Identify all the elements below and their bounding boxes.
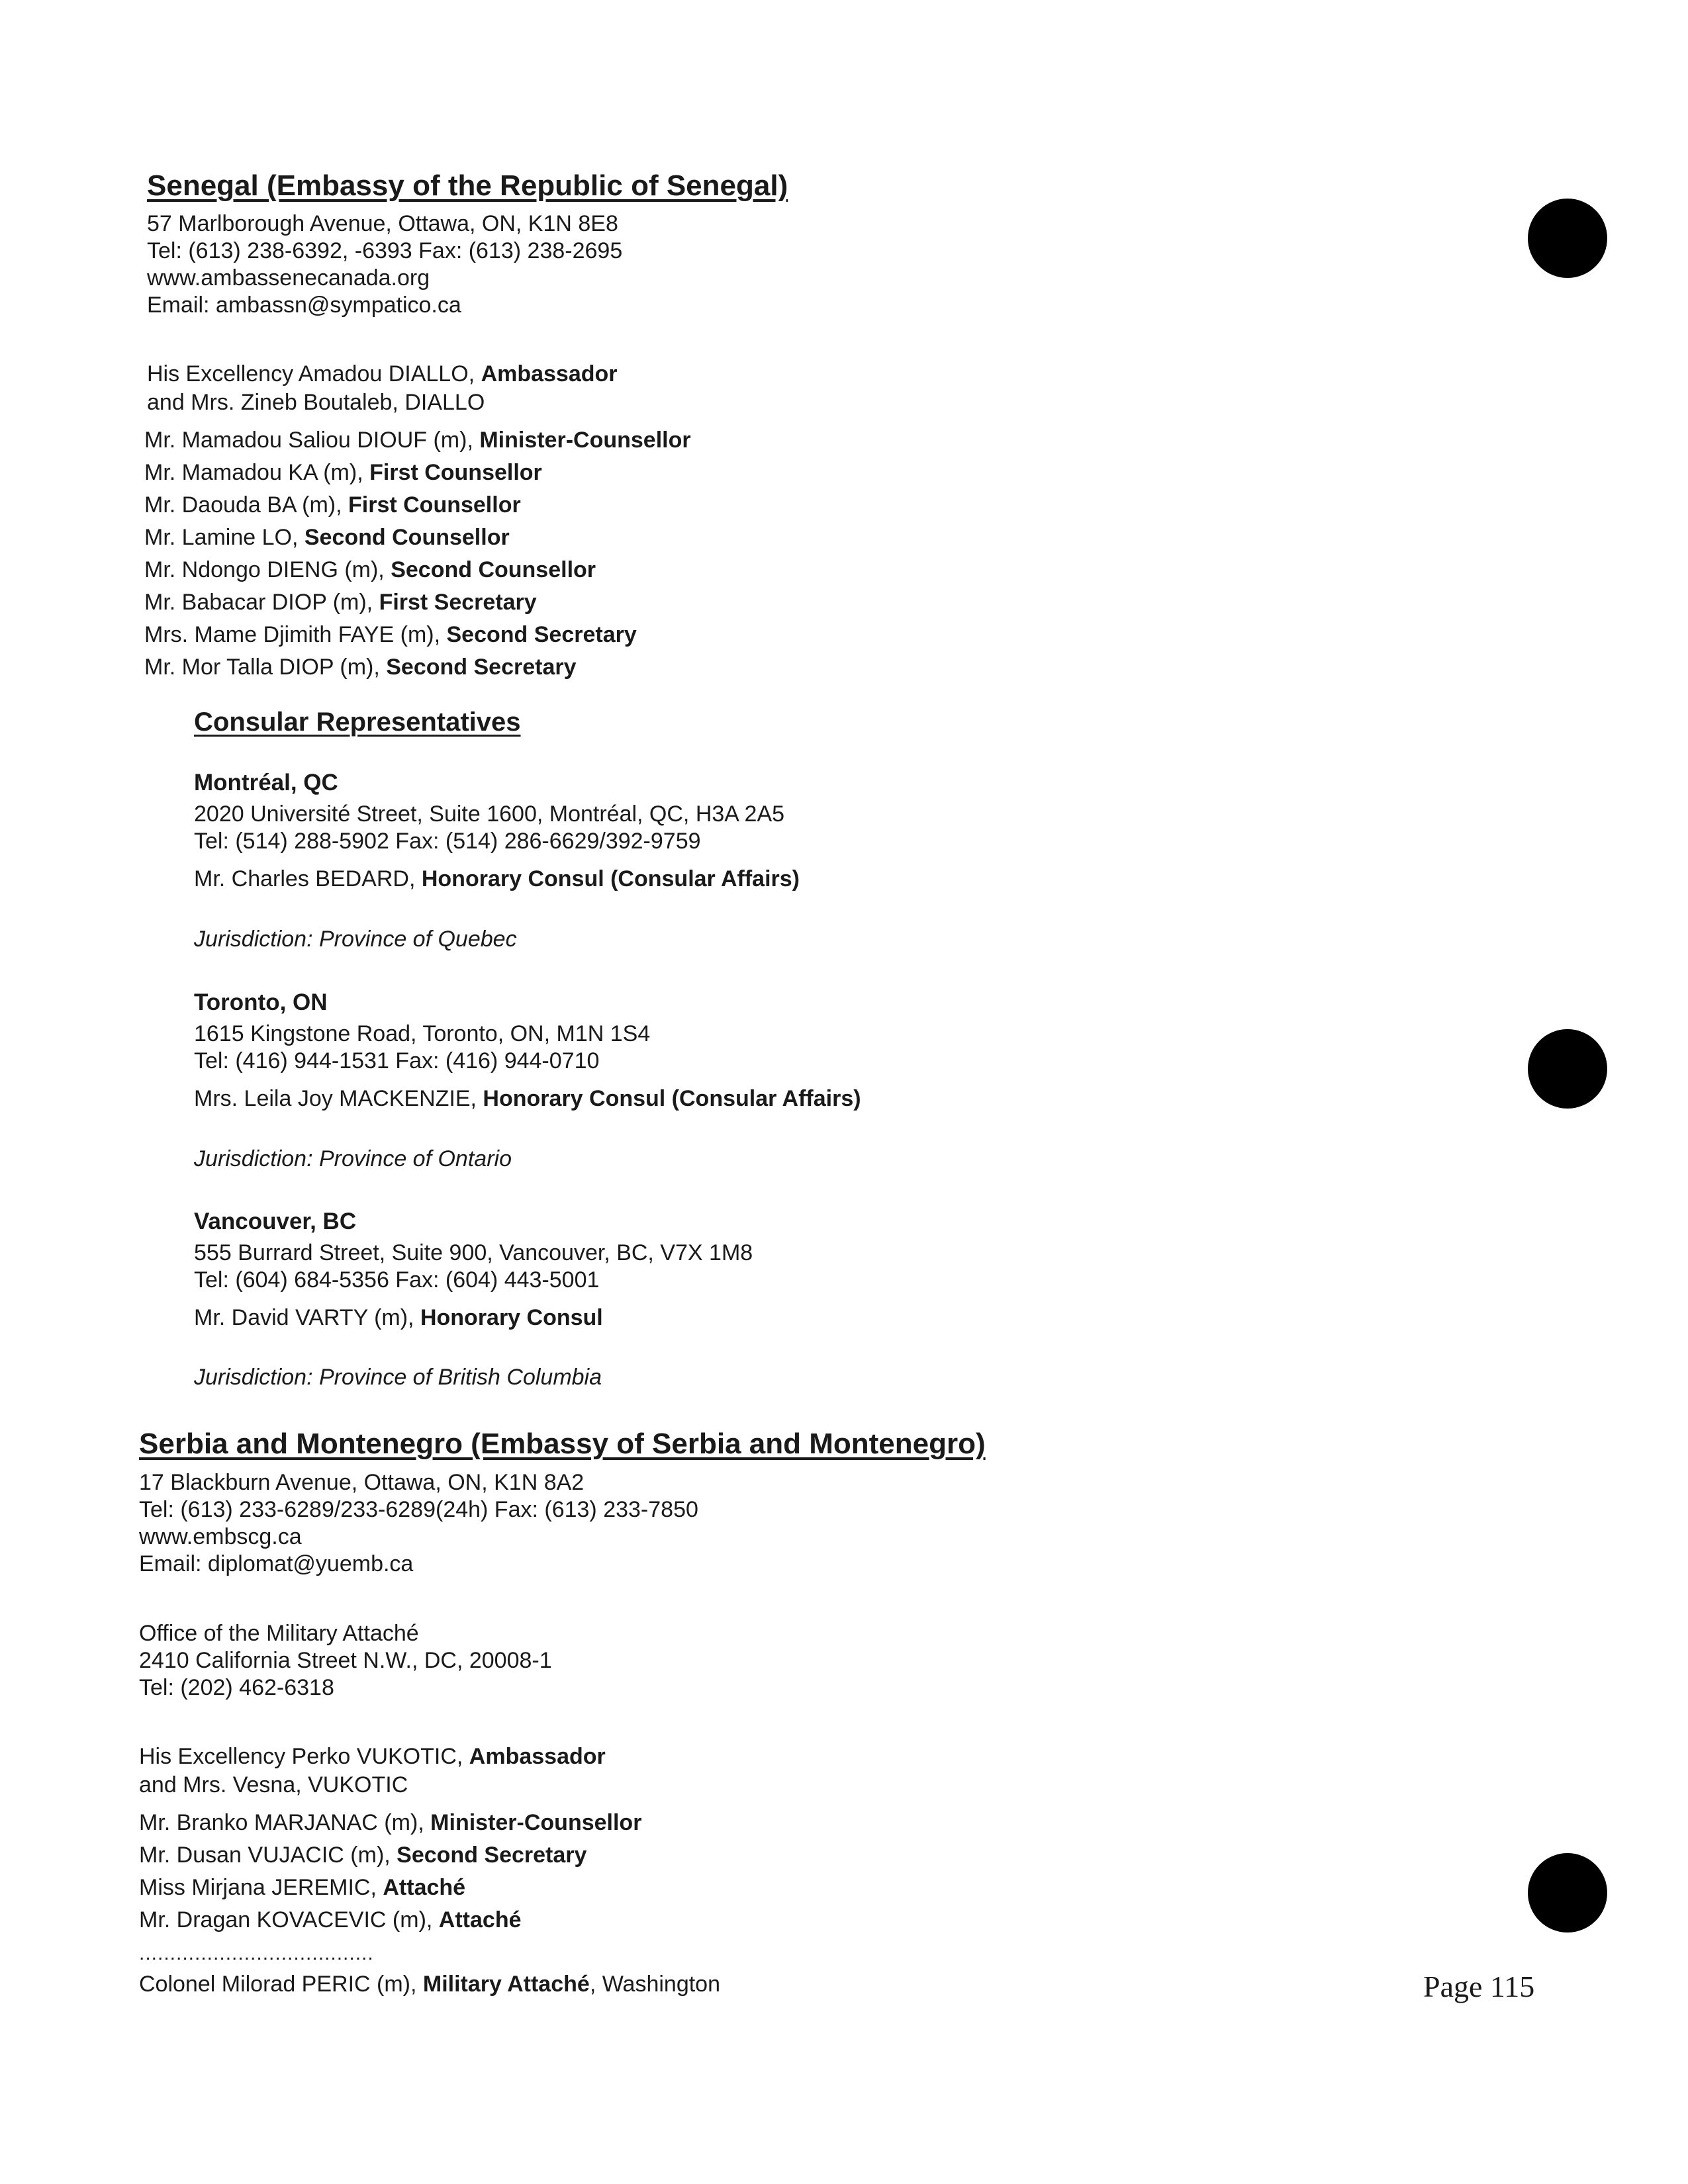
punch-hole-top <box>1528 199 1607 278</box>
office-consul <box>194 1304 603 1331</box>
office-phone: Tel: (604) 684-5356 Fax: (604) 443-5001 <box>194 1267 600 1293</box>
staff-entry <box>147 389 485 416</box>
staff-name: Mr. Branko MARJANAC (m), <box>139 1810 431 1835</box>
staff-role: Attaché <box>383 1875 466 1900</box>
senegal-website[interactable]: www.ambassenecanada.org <box>147 265 430 291</box>
consular-heading: Consular Representatives <box>194 707 521 737</box>
office-city: Vancouver, BC <box>194 1208 357 1234</box>
staff-role: First Secretary <box>379 590 537 615</box>
staff-entry <box>144 621 637 648</box>
office-city: Toronto, ON <box>194 989 328 1015</box>
staff-entry <box>144 459 542 486</box>
staff-name: and Mrs. Zineb Boutaleb, DIALLO <box>147 390 485 415</box>
staff-name: His Excellency Perko VUKOTIC, <box>139 1744 469 1769</box>
staff-entry <box>139 1809 641 1836</box>
military-office-address: 2410 California Street N.W., DC, 20008-1 <box>139 1648 552 1673</box>
senegal-email[interactable]: Email: ambassn@sympatico.ca <box>147 293 461 318</box>
staff-entry <box>144 427 691 453</box>
staff-entry <box>139 1842 586 1868</box>
staff-role: Second Secretary <box>386 655 577 680</box>
staff-role: Second Secretary <box>446 622 637 647</box>
staff-name: Mr. Babacar DIOP (m), <box>144 590 379 615</box>
office-phone: Tel: (514) 288-5902 Fax: (514) 286-6629/392-9759 <box>194 829 701 854</box>
staff-entry <box>144 589 537 615</box>
office-jurisdiction: Jurisdiction: Province of Quebec <box>194 927 517 952</box>
office-jurisdiction: Jurisdiction: Province of Ontario <box>194 1146 512 1171</box>
staff-name: Mrs. Mame Djimith FAYE (m), <box>144 622 447 647</box>
office-jurisdiction: Jurisdiction: Province of British Columbia <box>194 1365 602 1390</box>
staff-role: First Counsellor <box>369 460 542 485</box>
consul-name: Mrs. Leila Joy MACKENZIE, <box>194 1086 483 1111</box>
consul-role: Honorary Consul (Consular Affairs) <box>421 866 800 891</box>
staff-name: and Mrs. Vesna, VUKOTIC <box>139 1772 408 1797</box>
serbia-phone: Tel: (613) 233-6289/233-6289(24h) Fax: (613) 233-7850 <box>139 1497 698 1522</box>
staff-name: Miss Mirjana JEREMIC, <box>139 1875 383 1900</box>
staff-role: Second Secretary <box>397 1843 587 1868</box>
military-office-phone: Tel: (202) 462-6318 <box>139 1675 334 1700</box>
office-city: Montréal, QC <box>194 770 338 796</box>
staff-name: Mr. Mamadou Saliou DIOUF (m), <box>144 428 480 453</box>
staff-name: Mr. Ndongo DIENG (m), <box>144 557 391 582</box>
consul-role: Honorary Consul (Consular Affairs) <box>483 1086 861 1111</box>
staff-entry <box>139 1772 408 1798</box>
staff-name: Colonel Milorad PERIC (m), <box>139 1972 423 1997</box>
staff-entry <box>139 1874 465 1901</box>
staff-role: Minister-Counsellor <box>430 1810 642 1835</box>
office-address: 1615 Kingstone Road, Toronto, ON, M1N 1S4 <box>194 1021 651 1046</box>
staff-name: Mr. Daouda BA (m), <box>144 492 348 518</box>
staff-entry <box>147 361 618 387</box>
colonel-entry <box>139 1971 720 1997</box>
staff-role: Ambassador <box>481 361 618 387</box>
staff-role: First Counsellor <box>348 492 521 518</box>
staff-entry <box>144 557 596 583</box>
staff-name: His Excellency Amadou DIALLO, <box>147 361 481 387</box>
serbia-email[interactable]: Email: diplomat@yuemb.ca <box>139 1551 414 1576</box>
staff-name: Mr. Mamadou KA (m), <box>144 460 370 485</box>
consul-name: Mr. Charles BEDARD, <box>194 866 422 891</box>
staff-name: Mr. Dragan KOVACEVIC (m), <box>139 1907 439 1933</box>
military-office-name: Office of the Military Attaché <box>139 1621 419 1646</box>
staff-name: Mr. Lamine LO, <box>144 525 305 550</box>
punch-hole-bottom <box>1528 1853 1607 1933</box>
staff-role: Second Counsellor <box>304 525 510 550</box>
punch-hole-middle <box>1528 1029 1607 1109</box>
page-number: Page 115 <box>1423 1970 1535 2003</box>
office-phone: Tel: (416) 944-1531 Fax: (416) 944-0710 <box>194 1048 600 1073</box>
office-consul <box>194 866 800 892</box>
serbia-address: 17 Blackburn Avenue, Ottawa, ON, K1N 8A2 <box>139 1470 585 1495</box>
staff-role: Ambassador <box>469 1744 606 1769</box>
staff-entry <box>139 1743 606 1770</box>
office-address: 2020 Université Street, Suite 1600, Montréal, QC, H3A 2A5 <box>194 801 785 827</box>
staff-entry <box>144 524 510 551</box>
staff-role: Military Attaché <box>422 1972 590 1997</box>
office-address: 555 Burrard Street, Suite 900, Vancouver, BC, V7X 1M8 <box>194 1240 753 1265</box>
consul-role: Honorary Consul <box>420 1305 603 1330</box>
serbia-title: Serbia and Montenegro (Embassy of Serbia and Montenegro) <box>139 1428 986 1460</box>
staff-role: Attaché <box>438 1907 522 1933</box>
senegal-address: 57 Marlborough Avenue, Ottawa, ON, K1N 8E8 <box>147 211 618 236</box>
staff-name: Mr. Mor Talla DIOP (m), <box>144 655 387 680</box>
staff-entry <box>144 654 577 680</box>
office-consul <box>194 1085 861 1112</box>
staff-entry <box>139 1907 522 1933</box>
staff-location: , Washington <box>589 1972 720 1997</box>
senegal-title: Senegal (Embassy of the Republic of Senegal) <box>147 169 788 202</box>
staff-role: Second Counsellor <box>391 557 596 582</box>
staff-name: Mr. Dusan VUJACIC (m), <box>139 1843 397 1868</box>
staff-entry <box>144 492 521 518</box>
separator-dots: ...................................... <box>139 1942 374 1964</box>
staff-role: Minister-Counsellor <box>479 428 691 453</box>
senegal-phone: Tel: (613) 238-6392, -6393 Fax: (613) 238-2695 <box>147 238 623 263</box>
consul-name: Mr. David VARTY (m), <box>194 1305 420 1330</box>
serbia-website[interactable]: www.embscg.ca <box>139 1524 302 1549</box>
